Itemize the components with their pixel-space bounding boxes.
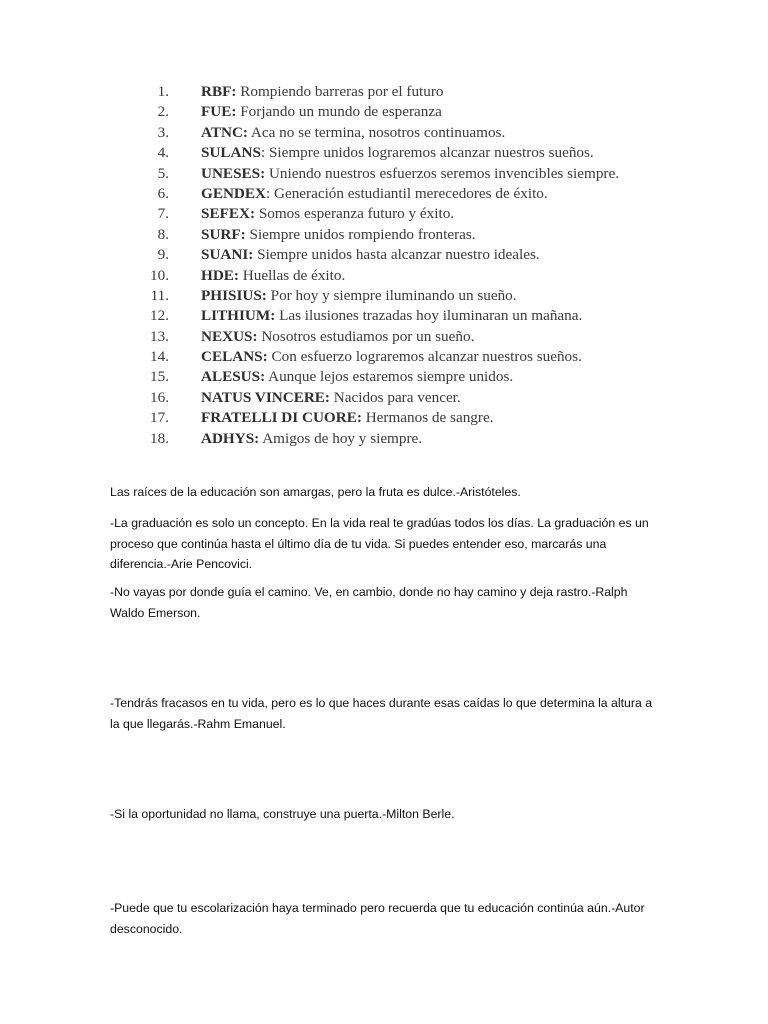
motto-description: Siempre unidos rompiendo fronteras. [245,225,476,243]
motto-number: 2. [157,103,169,121]
motto-number: 14. [150,348,169,366]
motto-name: NATUS VINCERE: [201,388,330,406]
motto-description: Las ilusiones trazadas hoy iluminaran un mañana. [275,307,583,325]
quote-arie-pencovici: -La graduación es solo un concepto. En la vida real te gradúas todos los días. La graduación es un proceso que continúa hasta el último día de tu vida. Si puedes entender eso, marcarás una diferencia.-Arie Pencovici. [110,516,649,572]
motto-number: 15. [150,368,169,386]
motto-description: Amigos de hoy y siempre. [259,429,423,447]
motto-name: HDE: [201,266,239,284]
motto-name: RBF: [201,83,237,100]
motto-number: 6. [157,184,169,202]
motto-description: Por hoy y siempre iluminando un sueño. [266,286,517,304]
motto-number: 8. [157,225,169,243]
quote-ralph-waldo-emerson: -No vayas por donde guía el camino. Ve, en cambio, donde no hay camino y deja rastro.-Ralph Waldo Emerson. [110,585,628,620]
motto-description: : Generación estudiantil merecedores de éxito. [265,184,548,202]
motto-number: 5. [157,164,169,182]
motto-name: LITHIUM: [201,307,276,325]
motto-number: 3. [157,123,169,141]
motto-description: Somos esperanza futuro y éxito. [255,205,455,223]
motto-description: Con esfuerzo lograremos alcanzar nuestros sueños. [267,348,582,366]
motto-number: 1. [157,83,169,100]
motto-name: ALESUS: [201,368,266,386]
motto-name: SULANS [201,144,261,162]
motto-name: SEFEX: [201,205,256,223]
motto-number: 12. [150,307,169,325]
motto-number: 11. [150,286,169,304]
motto-number: 7. [157,205,169,223]
motto-number: 13. [150,327,169,345]
motto-description: Forjando un mundo de esperanza [236,103,442,121]
motto-name: GENDEX [201,184,266,202]
quote-aristoteles: Las raíces de la educación son amargas, pero la fruta es dulce.-Aristóteles. [110,485,521,499]
motto-description: Siempre unidos hasta alcanzar nuestro ideales. [253,246,540,264]
motto-number: 10. [150,266,169,284]
motto-number: 4. [157,144,169,162]
motto-name: ATNC: [201,123,248,141]
motto-name: FRATELLI DI CUORE: [201,409,362,427]
motto-name: SURF: [201,225,246,243]
motto-name: PHISIUS: [201,286,267,304]
motto-number: 18. [150,429,169,447]
quote-autor-desconocido: -Puede que tu escolarización haya terminado pero recuerda que tu educación continúa aún.-Autor desconocido. [110,901,645,936]
motto-name: UNESES: [201,164,266,182]
motto-description: Aunque lejos estaremos siempre unidos. [265,368,514,386]
motto-description: Nacidos para vencer. [329,388,461,406]
motto-name: FUE: [201,103,237,121]
motto-description: Huellas de éxito. [238,266,346,284]
quote-rahm-emanuel: -Tendrás fracasos en tu vida, pero es lo que haces durante esas caídas lo que determina la altura a la que llegarás.-Rahm Emanuel. [110,696,653,731]
quote-milton-berle: -Si la oportunidad no llama, construye una puerta.-Milton Berle. [110,807,455,821]
motto-number: 17. [150,409,169,427]
motto-number: 9. [157,246,169,264]
motto-name: SUANI: [201,246,254,264]
motto-name: NEXUS: [201,327,258,345]
motto-description: : Siempre unidos lograremos alcanzar nuestros sueños. [260,144,594,162]
motto-description: Uniendo nuestros esfuerzos seremos invencibles siempre. [265,164,620,182]
motto-description: Nosotros estudiamos por un sueño. [257,327,475,345]
motto-name: CELANS: [201,348,268,366]
motto-description: Rompiendo barreras por el futuro [236,83,444,100]
motto-number: 16. [150,388,169,406]
motto-description: Hermanos de sangre. [361,409,494,427]
motto-description: Aca no se termina, nosotros continuamos. [247,123,506,141]
motto-name: ADHYS: [201,429,260,447]
